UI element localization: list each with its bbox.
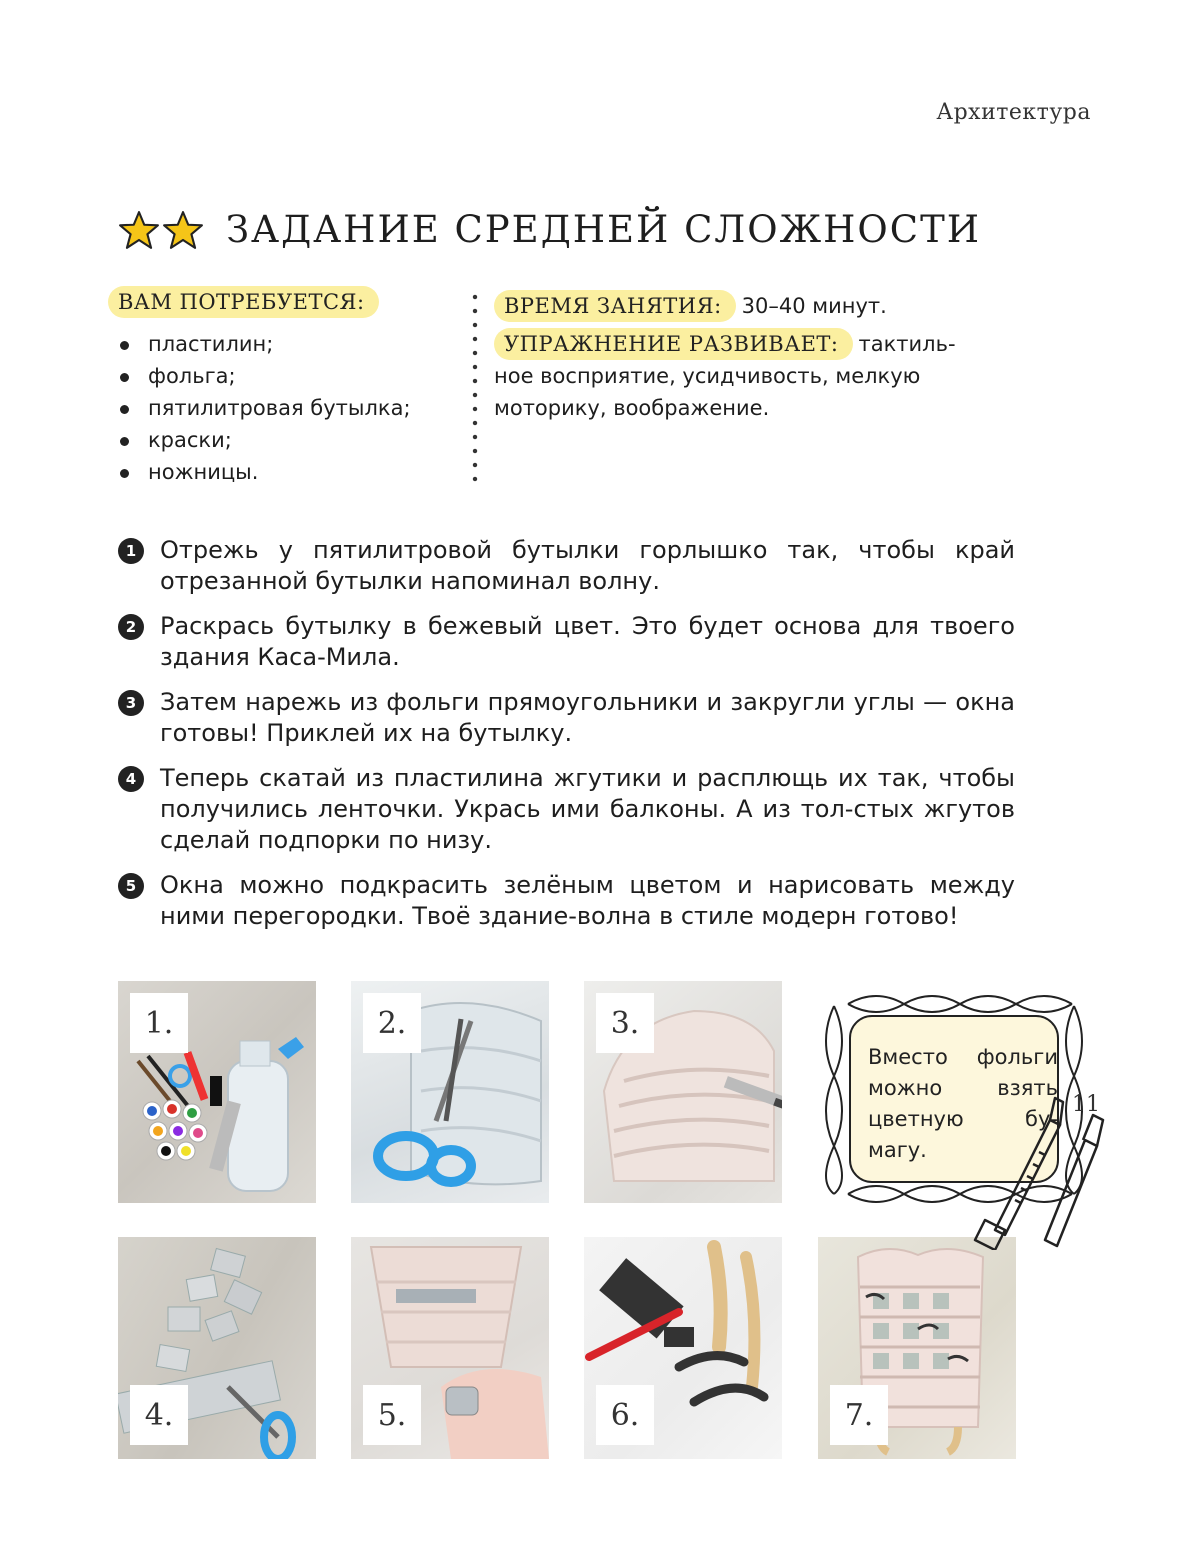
steps-list <box>118 535 1018 946</box>
step-item <box>118 535 1018 597</box>
tip-text: Вместо фольги можно взять цветную бу-магу. <box>868 1045 1058 1162</box>
step-item <box>118 687 1018 749</box>
list-item: ножницы. <box>118 456 458 488</box>
time-value: 30–40 минут. <box>741 294 887 318</box>
step-number: 4 <box>118 766 144 792</box>
photo-badge: 2. <box>363 993 421 1053</box>
list-item: фольга; <box>118 360 458 392</box>
photo-badge: 4. <box>130 1385 188 1445</box>
step-text: Раскрась бутылку в бежевый цвет. Это будет основа для твоего здания Каса-Мила. <box>160 612 1015 671</box>
photo-windows <box>351 1237 549 1459</box>
step-item <box>118 763 1018 856</box>
materials-heading: ВАМ ПОТРЕБУЕТСЯ: <box>108 286 379 318</box>
step-number: 1 <box>118 538 144 564</box>
step-item <box>118 870 1018 932</box>
photo-painting <box>584 981 782 1203</box>
photo-badge: 6. <box>596 1385 654 1445</box>
photo-foil <box>118 1237 316 1459</box>
step-text: Теперь скатай из пластилина жгутики и расплющь их так, чтобы получились ленточки. Укрась ими балконы. А из тол-стых жгутов сделай подпорки по низу. <box>160 764 1015 854</box>
photo-materials <box>118 981 316 1203</box>
dotted-divider <box>472 290 478 490</box>
photo-badge: 1. <box>130 993 188 1053</box>
photo-badge: 7. <box>830 1385 888 1445</box>
step-number: 3 <box>118 690 144 716</box>
develops-line2: ное восприятие, усидчивость, мелкую <box>494 364 921 388</box>
section-label: Архитектура <box>936 100 1091 125</box>
star-icon <box>162 210 204 250</box>
list-item: краски; <box>118 424 458 456</box>
develops-label: УПРАЖНЕНИЕ РАЗВИВАЕТ: <box>494 328 853 360</box>
page-title: ЗАДАНИЕ СРЕДНЕЙ СЛОЖНОСТИ <box>226 208 982 251</box>
step-number: 5 <box>118 873 144 899</box>
photo-plasticine <box>584 1237 782 1459</box>
photo-badge: 5. <box>363 1385 421 1445</box>
step-text: Отрежь у пятилитровой бутылки горлышко так, чтобы край отрезанной бутылки напоминал волну. <box>160 536 1015 595</box>
materials-list <box>118 328 458 488</box>
title-row <box>118 208 981 251</box>
develops-line1: тактиль- <box>858 332 956 356</box>
step-item <box>118 611 1018 673</box>
time-label: ВРЕМЯ ЗАНЯТИЯ: <box>494 290 736 322</box>
page-number: 11 <box>1072 1092 1100 1117</box>
step-text: Окна можно подкрасить зелёным цветом и нарисовать между ними перегородки. Твоё здание-волна в стиле модерн готово! <box>160 871 1015 930</box>
difficulty-stars <box>118 210 204 250</box>
info-block <box>494 290 1004 424</box>
list-item: пятилитровая бутылка; <box>118 392 458 424</box>
photo-cutting <box>351 981 549 1203</box>
step-number: 2 <box>118 614 144 640</box>
develops-line3: моторику, воображение. <box>494 396 770 420</box>
star-icon <box>118 210 160 250</box>
step-text: Затем нарежь из фольги прямоугольники и закругли углы — окна готовы! Приклей их на бутылку. <box>160 688 1015 747</box>
materials-block <box>108 290 458 488</box>
list-item: пластилин; <box>118 328 458 360</box>
photo-badge: 3. <box>596 993 654 1053</box>
photo-finished <box>818 1237 1016 1459</box>
